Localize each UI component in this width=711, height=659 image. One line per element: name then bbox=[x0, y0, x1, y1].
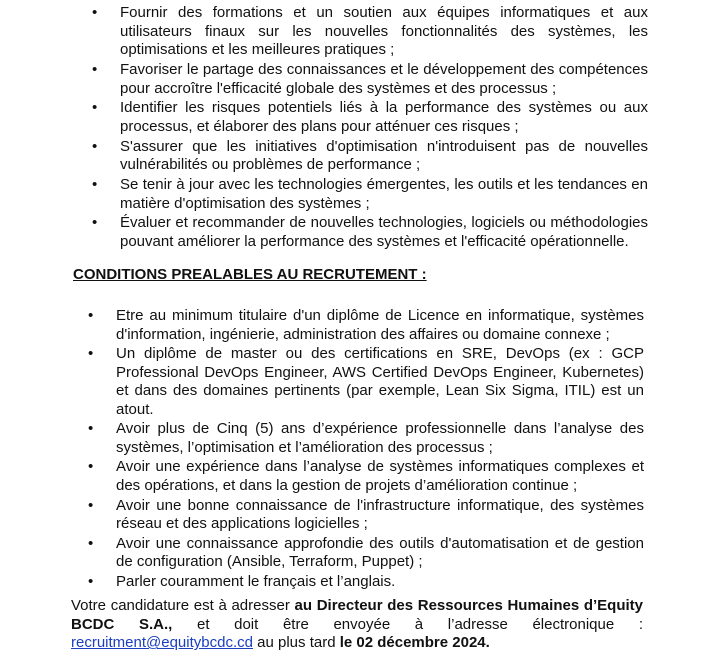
bullet-icon: • bbox=[88, 496, 94, 514]
list-item-text: Parler couramment le français et l’anglais. bbox=[116, 572, 396, 590]
list-item bbox=[88, 345, 644, 419]
bullet-icon: • bbox=[92, 99, 98, 117]
closing-text: Votre candidature est à adresser bbox=[71, 597, 295, 614]
bullet-icon: • bbox=[88, 420, 94, 438]
list-item-text: Favoriser le partage des connaissances et le développement des compétences pour accroître l'efficacité globale des systèmes et des processus ; bbox=[120, 60, 648, 97]
list-item bbox=[92, 99, 648, 136]
bullet-icon: • bbox=[88, 307, 94, 324]
list-item bbox=[88, 307, 644, 344]
requirements-list bbox=[88, 307, 644, 592]
list-item-text: Avoir plus de Cinq (5) ans d’expérience professionnelle dans l’analyse des systèmes, l’optimisation et l’amélioration des processus ; bbox=[116, 420, 644, 456]
bullet-icon: • bbox=[88, 345, 94, 363]
list-item bbox=[92, 137, 648, 175]
list-item bbox=[92, 4, 648, 60]
list-item-text: Avoir une expérience dans l’analyse de systèmes informatiques complexes et des opérations, et dans la gestion de projets d’amélioration continue ; bbox=[116, 458, 644, 495]
bullet-icon: • bbox=[92, 137, 98, 155]
email-link[interactable]: recruitment@equitybcdc.cd bbox=[71, 634, 253, 652]
bullet-icon: • bbox=[92, 214, 98, 232]
list-item-text: Se tenir à jour avec les technologies émergentes, les outils et les tendances en matière d'optimisation des systèmes ; bbox=[120, 176, 648, 212]
bullet-icon: • bbox=[88, 534, 94, 552]
list-item-text: Avoir une connaissance approfondie des outils d'automatisation et de gestion de configuration (Ansible, Terraform, Puppet) ; bbox=[116, 534, 644, 571]
list-item bbox=[88, 496, 644, 534]
bullet-icon: • bbox=[92, 4, 98, 21]
list-item bbox=[92, 214, 648, 251]
deadline-date: le 02 décembre 2024. bbox=[339, 634, 490, 652]
closing-text: au plus tard bbox=[252, 634, 340, 652]
list-item bbox=[88, 458, 644, 495]
list-item-text: S'assurer que les initiatives d'optimisation n'introduisent pas de nouvelles vulnérabilités ou problèmes de performance ; bbox=[120, 137, 648, 174]
list-item-text: Évaluer et recommander de nouvelles technologies, logiciels ou méthodologies pouvant améliorer la performance des systèmes et l'efficacité opérationnelle. bbox=[120, 214, 648, 251]
list-item-text: Un diplôme de master ou des certifications en SRE, DevOps (ex : GCP Professional DevOps Engineer, AWS Certified DevOps Engineer, Kubernetes) et dans des domaines pertinents (par exemple, Lean Six Sigma, ITIL) est un atout. bbox=[116, 345, 644, 418]
bullet-icon: • bbox=[92, 60, 98, 78]
list-item-text: Avoir une bonne connaissance de l'infrastructure informatique, des systèmes réseau et des applications logicielles ; bbox=[116, 496, 644, 533]
closing-text: et doit être envoyée à l’adresse électronique : bbox=[172, 615, 644, 633]
list-item bbox=[92, 176, 648, 213]
bullet-icon: • bbox=[88, 572, 94, 590]
recipient-name: au Directeur des Ressources Humaines d’Equity BCDC S.A., bbox=[71, 597, 644, 633]
list-item-text: Etre au minimum titulaire d'un diplôme de Licence en informatique, systèmes d'information, ingénierie, administration des affaires ou domaine connexe ; bbox=[116, 307, 644, 343]
requirements-heading: CONDITIONS PREALABLES AU RECRUTEMENT : bbox=[73, 266, 427, 283]
bullet-icon: • bbox=[88, 458, 94, 476]
list-item bbox=[88, 420, 644, 457]
list-item-text: Fournir des formations et un soutien aux équipes informatiques et aux utilisateurs finaux sur les nouvelles fonctionnalités des systèmes, les optimisations et les meilleures pratiques ; bbox=[120, 4, 648, 59]
bullet-icon: • bbox=[92, 176, 98, 194]
list-item bbox=[88, 534, 644, 572]
list-item bbox=[92, 60, 648, 98]
list-item bbox=[88, 572, 644, 592]
list-item-text: Identifier les risques potentiels liés à la performance des systèmes ou aux processus, et élaborer des plans pour atténuer ces risques ; bbox=[120, 99, 648, 135]
responsibilities-list bbox=[92, 4, 648, 253]
application-instructions bbox=[71, 597, 643, 653]
